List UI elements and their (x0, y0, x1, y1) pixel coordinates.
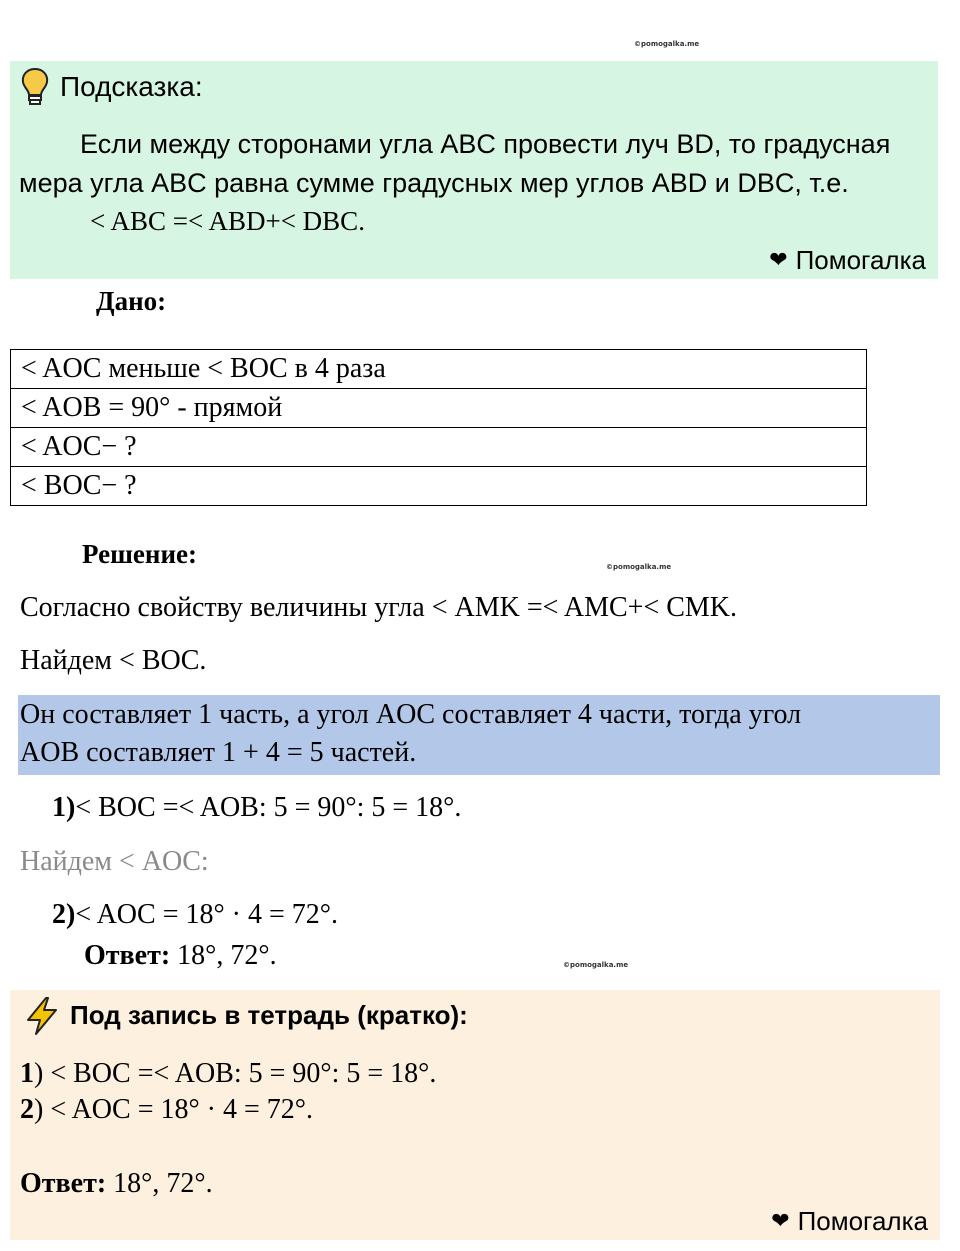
given-title: Дано: (96, 286, 167, 316)
find-boc: Найдем < BOC. (20, 645, 207, 676)
lightbulb-icon (20, 67, 50, 107)
solution-title: Решение: (82, 539, 197, 569)
hint-formula: < ABC =< ABD+< DBC. (90, 206, 365, 236)
notebook-box (10, 990, 940, 1240)
hint-box (10, 61, 938, 279)
highlight-box (18, 695, 940, 775)
highlight-line1: Он составляет 1 часть, а угол AOC составляет 4 части, тогда угол (20, 699, 802, 730)
heart-icon: ❤ (769, 247, 788, 272)
highlight-line2: AOB составляет 1 + 4 = 5 частей. (20, 737, 417, 768)
step2: 2)< AOC = 18° · 4 = 72°. (52, 899, 338, 930)
watermark-top: ©pomogalka.me (634, 40, 700, 48)
given-table (10, 349, 867, 506)
heart-icon: ❤ (771, 1208, 790, 1233)
notebook-step2: 2) < AOC = 18° · 4 = 72°. (20, 1094, 313, 1125)
hint-text-line2: мера угла ABC равна сумме градусных мер углов ABD и DBC, т.е. (19, 168, 849, 198)
hint-text-line1: Если между сторонами угла ABC провести луч BD, то градусная (80, 129, 891, 159)
notebook-answer: Ответ: 18°, 72°. (20, 1168, 213, 1199)
watermark-middle: ©pomogalka.me (606, 563, 672, 571)
answer: Ответ: 18°, 72°. (84, 940, 277, 971)
lightning-icon (24, 996, 60, 1036)
given-row: < AOC меньше < BOC в 4 раза (11, 350, 867, 389)
hint-title: Подсказка: (60, 71, 203, 102)
property-statement: Согласно свойству величины угла < AMK =< AMC+< CMK. (20, 592, 738, 623)
find-aoc: Найдем < AOC: (20, 846, 209, 877)
brand-label: ❤ Помогалка (769, 245, 926, 275)
step1: 1)< BOC =< AOB: 5 = 90°: 5 = 18°. (52, 792, 462, 823)
given-row: < BOC− ? (11, 467, 867, 506)
notebook-step1: 1) < BOC =< AOB: 5 = 90°: 5 = 18°. (20, 1058, 437, 1089)
given-row: < AOB = 90° - прямой (11, 389, 867, 428)
notebook-title: Под запись в тетрадь (кратко): (70, 1000, 468, 1030)
brand-label: ❤ Помогалка (771, 1206, 928, 1236)
watermark-bottom: ©pomogalka.me (563, 961, 629, 969)
given-row: < AOC− ? (11, 428, 867, 467)
